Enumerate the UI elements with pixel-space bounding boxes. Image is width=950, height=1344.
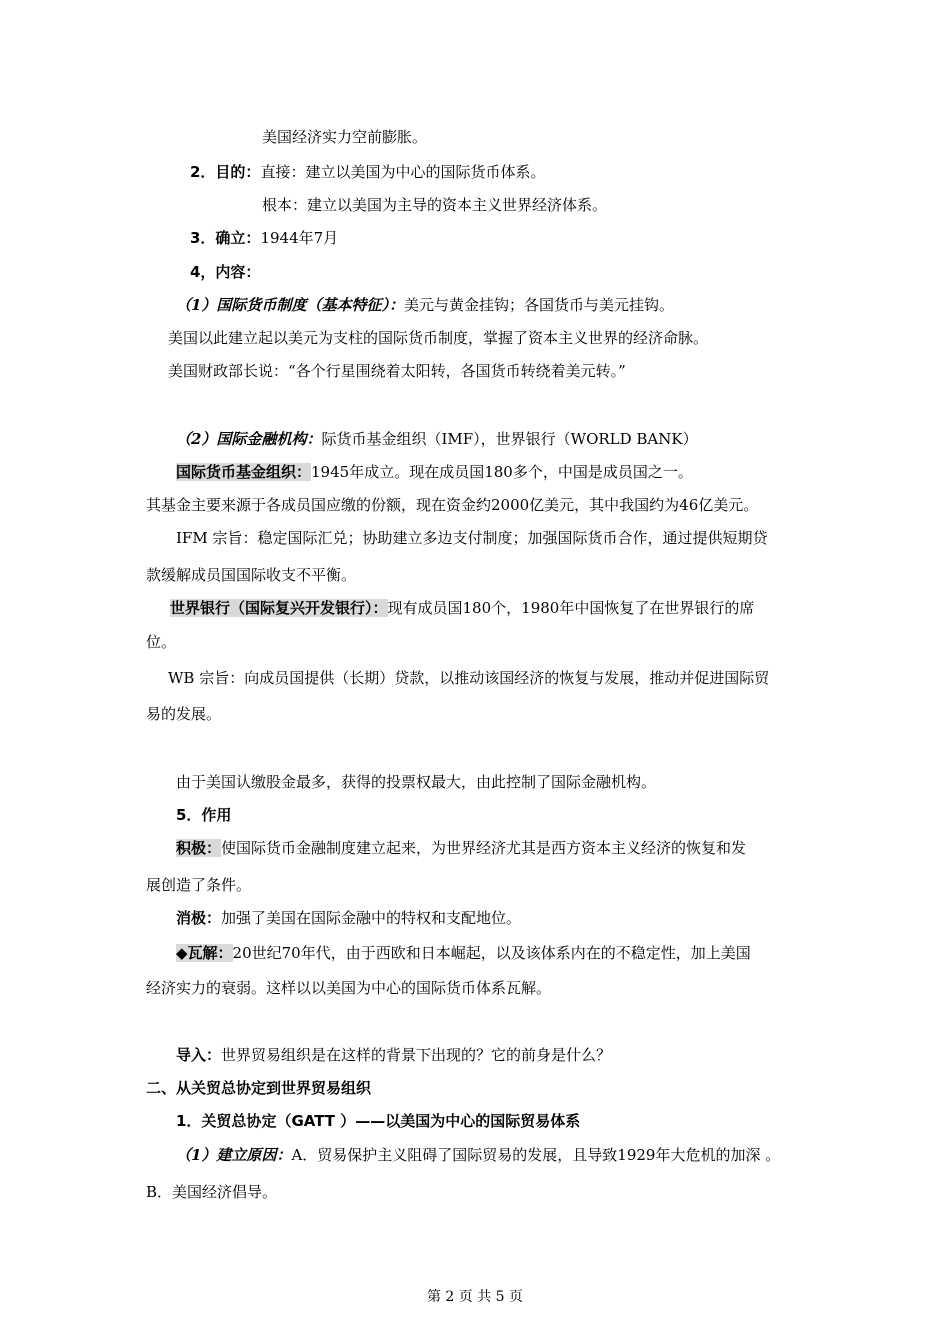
section-heading: 4，内容： bbox=[190, 263, 261, 281]
text-line: ◆瓦解：20世纪70年代，由于西欧和日本崛起，以及该体系内在的不稳定性，加上美国 bbox=[176, 944, 751, 962]
text-line: 导入：世界贸易组织是在这样的背景下出现的？它的前身是什么？ bbox=[176, 1046, 612, 1064]
text-line: 消极：加强了美国在国际金融中的特权和支配地位。 bbox=[176, 909, 522, 927]
text-line: 其基金主要来源于各成员国应缴的份额，现在资金约2000亿美元，其中我国约为46亿美元。 bbox=[146, 496, 759, 514]
text-line: 3．确立：1944年7月 bbox=[190, 229, 339, 247]
text-line: B．美国经济倡导。 bbox=[146, 1183, 278, 1201]
text-line: WB 宗旨：向成员国提供（长期）贷款，以推动该国经济的恢复与发展，推动并促进国际贸 bbox=[168, 669, 770, 687]
text-line: （1）建立原因：A．贸易保护主义阻碍了国际贸易的发展，且导致1929年大危机的加深 。 bbox=[176, 1146, 781, 1164]
text-line: （2）国际金融机构：际货币基金组织（IMF），世界银行（WORLD BANK） bbox=[176, 430, 698, 448]
text-line: 展创造了条件。 bbox=[146, 876, 252, 894]
text-line: 国际货币基金组织：1945年成立。现在成员国180多个，中国是成员国之一。 bbox=[176, 463, 693, 481]
text-line: （1）国际货币制度（基本特征）：美元与黄金挂钩；各国货币与美元挂钩。 bbox=[176, 296, 674, 314]
subsection-heading: 1．关贸总协定（GATT ）——以美国为中心的国际贸易体系 bbox=[176, 1112, 581, 1130]
text-line: 位。 bbox=[146, 633, 177, 651]
text-line: 由于美国认缴股金最多，获得的投票权最大，由此控制了国际金融机构。 bbox=[176, 773, 657, 791]
text-line: 款缓解成员国国际收支不平衡。 bbox=[146, 566, 357, 584]
text-line: 根本：建立以美国为主导的资本主义世界经济体系。 bbox=[262, 196, 608, 214]
text-line: 积极：使国际货币金融制度建立起来，为世界经济尤其是西方资本主义经济的恢复和发 bbox=[176, 839, 747, 857]
section-heading: 二、从关贸总协定到世界贸易组织 bbox=[146, 1079, 372, 1097]
text-line: IFM 宗旨：稳定国际汇兑；协助建立多边支付制度；加强国际货币合作，通过提供短期贷 bbox=[176, 529, 768, 547]
text-line: 2．目的：直接：建立以美国为中心的国际货币体系。 bbox=[190, 163, 546, 181]
text-line: 美国以此建立起以美元为支柱的国际货币制度，掌握了资本主义世界的经济命脉。 bbox=[168, 329, 709, 347]
text-line: 美国财政部长说：“各个行星围绕着太阳转，各国货币转绕着美元转。” bbox=[168, 362, 626, 380]
text-line: 易的发展。 bbox=[146, 705, 222, 723]
text-line: 经济实力的衰弱。这样以以美国为中心的国际货币体系瓦解。 bbox=[146, 979, 552, 997]
text-line: 世界银行（国际复兴开发银行）：现有成员国180个，1980年中国恢复了在世界银行的席 bbox=[170, 599, 755, 617]
page-footer: 第 2 页 共 5 页 bbox=[426, 1289, 524, 1305]
section-heading: 5．作用 bbox=[176, 806, 232, 824]
text-line: 美国经济实力空前膨胀。 bbox=[262, 128, 428, 146]
